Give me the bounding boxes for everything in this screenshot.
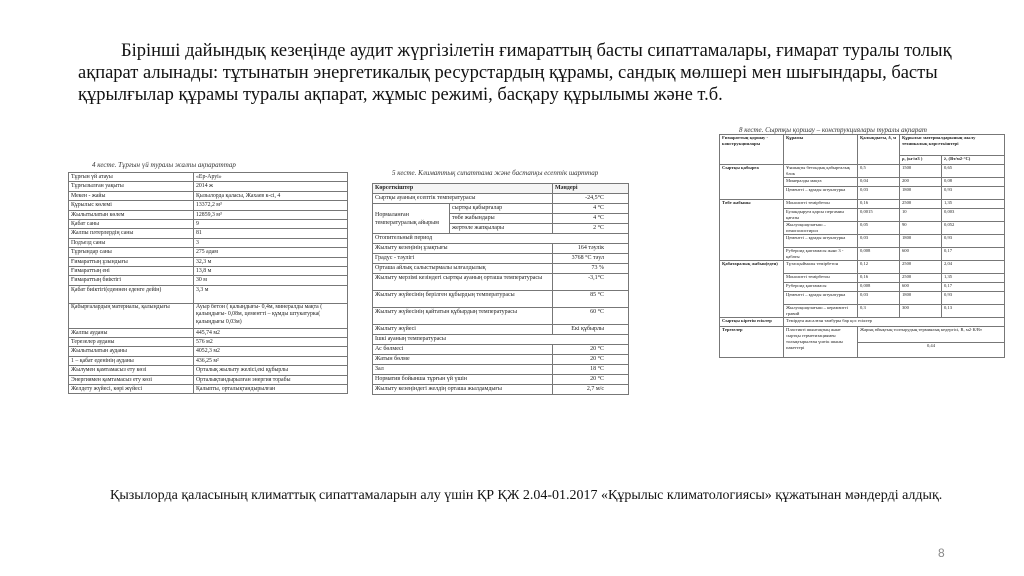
table-cell: Орталық жылыту желісі,екі құбырлы <box>194 366 348 375</box>
table-cell: 2,04 <box>942 261 1005 274</box>
table-cell: -3,1°C <box>553 274 629 291</box>
table-cell: Ас бөлмесі <box>373 345 553 355</box>
table-cell: 445,74 м2 <box>194 328 348 337</box>
table-cell: 2500 <box>900 200 942 209</box>
table-cell: Жылытылатын ауданы <box>69 347 194 356</box>
table-row <box>373 291 629 308</box>
table-cell: Рубероид қаптамасы жәнє 3 - қабаты <box>784 248 858 261</box>
table-row <box>720 327 1005 343</box>
table-cell: 275 адам <box>194 248 348 257</box>
table-row <box>69 173 348 182</box>
table-cell: Подъезд саны <box>69 238 194 247</box>
table-row <box>373 375 629 385</box>
table-cell: 0,16 <box>858 200 900 209</box>
table-cell: 4 °C <box>553 204 628 214</box>
table-cell: 0,93 <box>942 235 1005 248</box>
table-cell: 2500 <box>900 261 942 274</box>
intro-paragraph: Бірінші дайындық кезеңінде аудит жүргізілетін ғимараттың басты сипаттамалары, ғимарат туралы толық ақпарат алынады: тұтынатын энергетикалық ресурстардың құрамы, сандық мөлшері мен шығындары, басты құрылғылар құрамы туралы ақпарат, жұмыс режимі, басқару құрылымы және т.б. <box>78 41 952 105</box>
table-cell: Цементті – құмды штукатурка <box>784 187 858 200</box>
table-cell: 0,65 <box>942 165 1005 178</box>
header-cell: Қалыңдығы, δ, м <box>858 135 900 165</box>
table-row <box>69 366 348 375</box>
building-info-table <box>68 172 348 394</box>
envelope-table <box>719 134 1005 358</box>
table-cell: Жылыту мерзімі кезіндегі сыртқы ауаның орташа температурасы <box>373 274 553 291</box>
table-cell: Ғимараттың биіктігі <box>69 276 194 285</box>
table-cell: сыртқы қабырғалар <box>450 204 553 214</box>
table-cell: Орташа айлық салыстырмалы ылғалдылық <box>373 264 553 274</box>
group-name: Төбе жабыны <box>720 200 784 261</box>
table-cell: 2500 <box>900 274 942 283</box>
table-cell: 600 <box>900 283 942 292</box>
table-row <box>373 365 629 375</box>
normative-subtable <box>373 204 552 233</box>
table-cell: Жылыту жүйесінің қайтатын құбырдың температурасы <box>373 308 553 325</box>
table-cell: Жылыту жүйесі <box>373 325 553 335</box>
table-cell: Жылуоқшаулағыш – пенополистирол <box>784 222 858 235</box>
table-row <box>69 248 348 257</box>
table-cell: 0,5 <box>858 165 900 178</box>
table-cell: 0,13 <box>942 305 1005 318</box>
table-cell: Сыртқы ауаның есептік температурасы <box>373 194 553 204</box>
table-row <box>69 356 348 365</box>
table-cell: Темірден жасалған тамбуры бар қос есіктер <box>784 318 1005 327</box>
table-cell: 20 °C <box>553 375 629 385</box>
closing-paragraph: Қызылорда қаласының климаттық сипаттамаларын алу үшін ҚР ҚЖ 2.04-01.2017 «Құрылыс климатологиясы» құжатынан мәндерді алдық. <box>110 488 943 503</box>
table-cell: 13372,2 м³ <box>194 201 348 210</box>
table-cell: 0,17 <box>942 248 1005 261</box>
table-cell: 3 <box>194 238 348 247</box>
table-cell: Тұрғын үй атауы <box>69 173 194 182</box>
table-cell: Пластикті шынтақтың және сыртқы герметизациямен толықтырылған үштік шыны пакеттері <box>784 327 858 358</box>
header-cell: λ, (Вт/м2·°С) <box>942 156 1005 165</box>
table-cell: Екі құбырлы <box>553 325 629 335</box>
header-cell: Көрсеткіштер <box>373 184 553 194</box>
table-cell: 81 <box>194 229 348 238</box>
table-cell: 300 <box>900 305 942 318</box>
table-cell: Монолитті темірбетон <box>784 274 858 283</box>
table-cell: Буландыруға қарсы пергамин қағазы <box>784 209 858 222</box>
table-row <box>373 264 629 274</box>
header-cell: Құрылыс материалдарының жылу техникалық көрсеткіштері <box>900 135 1005 156</box>
table-cell: 3768 °C тәул <box>553 254 629 264</box>
table-cell: 4 °C <box>553 214 628 224</box>
table-cell: Қабат биіктігі(еденнен еденге дейін) <box>69 285 194 303</box>
table8-caption: 8 кесте. Сыртқы қоршау – конструкциялары туралы ақпарат <box>739 126 927 134</box>
table-row <box>69 338 348 347</box>
table-cell: Қабат саны <box>69 219 194 228</box>
section-heading: Ішкі ауаның температурасы <box>373 335 629 345</box>
table-row <box>373 308 629 325</box>
header-cell: ρ, (кг/м3 ) <box>900 156 942 165</box>
climate-table <box>372 183 629 395</box>
table-cell: 1 – қабат еденінің ауданы <box>69 356 194 365</box>
table-cell: 10 <box>900 209 942 222</box>
table-row <box>69 303 348 328</box>
table-cell: Тұрғызылған уақыты <box>69 182 194 191</box>
table-cell: 1800 <box>900 187 942 200</box>
table-cell: Ұяшықты бетондық қабырғалық блок <box>784 165 858 178</box>
table-header-row <box>720 135 1005 156</box>
table-cell: Жылуоқшаулағыш – керамзитті гравий <box>784 305 858 318</box>
table-cell: Градус - тәулігі <box>373 254 553 264</box>
table-row <box>69 328 348 337</box>
table-row <box>373 244 629 254</box>
table-cell: 2 °C <box>593 225 604 231</box>
table-cell: 436,25 м² <box>194 356 348 365</box>
table-cell: 13,8 м <box>194 266 348 275</box>
group-name: Терезелер <box>720 327 784 358</box>
table-cell: Норматив бойынша тұрғын үй үшін <box>373 375 553 385</box>
table-cell: 164 тәулік <box>553 244 629 254</box>
table-cell: 30 м <box>194 276 348 285</box>
table-cell: 18 °C <box>553 365 629 375</box>
table-cell: 1800 <box>900 292 942 305</box>
table-cell: 200 <box>900 178 942 187</box>
table-row <box>69 266 348 275</box>
table-cell: 0,0015 <box>858 209 900 222</box>
table-row <box>69 201 348 210</box>
table-row <box>373 194 629 204</box>
table-cell: жертөле жапқылары <box>452 225 505 231</box>
table-cell: Қызылорда қаласы, Жахаев к-сі, 4 <box>194 191 348 200</box>
table-cell: Жылыту кезеңінің ұзақтығы <box>373 244 553 254</box>
table-cell: 1,35 <box>942 274 1005 283</box>
table-row <box>69 347 348 356</box>
table-cell: 0,3 <box>858 305 900 318</box>
table-cell: 2,7 м/с <box>553 385 629 395</box>
table-cell: Тұтасқыймалы темірбетон <box>784 261 858 274</box>
normative-label: Нормаланған температуралық айырым <box>373 204 450 233</box>
slide-number: 8 <box>938 546 945 560</box>
table-cell: 600 <box>900 248 942 261</box>
table-cell: төбе жабындары <box>450 214 553 224</box>
table-cell: Тұрғындар саны <box>69 248 194 257</box>
table-row <box>373 274 629 291</box>
table-cell: «Ер-Аруі» <box>194 173 348 182</box>
table-cell: 0,44 <box>858 342 1005 358</box>
table-cell: Цементті – құмды штукатурка <box>784 235 858 248</box>
table-cell: Құрылыс көлемі <box>69 201 194 210</box>
table-cell: 0,04 <box>858 178 900 187</box>
table-cell: Ауыр бетон ( қалыңдығы- 0,4м, минералды мақта ( қалыңдығы- 0,08м, цементті – құмды штукатурка( қалыңдығы 0,03м) <box>194 303 348 328</box>
table-row <box>720 200 1005 209</box>
table5-caption: 5 кесте. Климаттық сипаттама және бастапқы есептік шарттар <box>392 169 599 177</box>
table-row <box>69 257 348 266</box>
table-cell: 0,17 <box>942 283 1005 292</box>
table-cell: 1,35 <box>942 200 1005 209</box>
table-cell: Орталықтандырылған энергия торабы <box>194 375 348 384</box>
table-cell: Жалпы ауданы <box>69 328 194 337</box>
table-cell: Жылытылатын көлем <box>69 210 194 219</box>
table-cell: -24,5°C <box>553 194 629 204</box>
table-cell: 90 <box>900 222 942 235</box>
header-cell: Құрамы <box>784 135 858 165</box>
table-cell: 4052,3 м2 <box>194 347 348 356</box>
table-row <box>69 285 348 303</box>
table-cell: Жылумен қамтамасыз ету көзі <box>69 366 194 375</box>
table-cell: Қабырғалардың материалы, қалыңдығы <box>69 303 194 328</box>
table-cell: Қалыпты, орталықтандырылған <box>194 385 348 394</box>
table-cell: Мекен - жайы <box>69 191 194 200</box>
table-cell: Терезелер ауданы <box>69 338 194 347</box>
table-cell: 576 м2 <box>194 338 348 347</box>
table4-caption: 4 кесте. Тұрғын үй туралы жалпы ақпараттар <box>92 161 236 169</box>
table-row <box>373 325 629 335</box>
table-row <box>720 165 1005 178</box>
table-cell: 85 °C <box>553 291 629 308</box>
table-cell: 0,16 <box>858 274 900 283</box>
table-cell: Энергиямен қамтамасыз ету көзі <box>69 375 194 384</box>
table-cell: Ғимараттың ұзындығы <box>69 257 194 266</box>
table-cell: 73 % <box>553 264 629 274</box>
table-row <box>69 375 348 384</box>
table-cell: 0,03 <box>858 187 900 200</box>
table-cell: 20 °C <box>553 345 629 355</box>
table-cell: 60 °C <box>553 308 629 325</box>
table-row <box>373 254 629 264</box>
table-row <box>69 385 348 394</box>
table-cell: Жарық өйықтың толтырудың термиялық кедергісі, R, м2·К/Вт <box>858 327 1005 343</box>
section-heading: Отопительный период <box>373 234 629 244</box>
table-row <box>69 229 348 238</box>
table-cell: Желдету жүйесі, көрі жүйесі <box>69 385 194 394</box>
table-cell: Зал <box>373 365 553 375</box>
table-cell: 9 <box>194 219 348 228</box>
table-cell: 0,008 <box>858 283 900 292</box>
table-row <box>373 385 629 395</box>
table-cell: Рубероид қаптамасы <box>784 283 858 292</box>
table-row <box>69 182 348 191</box>
table-row <box>373 204 629 234</box>
table-cell: 0,03 <box>858 235 900 248</box>
table-cell: 20 °C <box>553 355 629 365</box>
table-row <box>69 238 348 247</box>
section-row <box>373 234 629 244</box>
table-cell: Ғимараттың ені <box>69 266 194 275</box>
table-cell: 1800 <box>900 235 942 248</box>
header-cell: Мәндері <box>553 184 629 194</box>
header-cell: Ғимараттың қоршау - конструкциялары <box>720 135 784 165</box>
table-cell: 0,93 <box>942 187 1005 200</box>
table-header-row <box>373 184 629 194</box>
table-cell: 12859,3 м³ <box>194 210 348 219</box>
table-cell: 0,003 <box>942 209 1005 222</box>
table-cell: 0,12 <box>858 261 900 274</box>
table-row <box>69 191 348 200</box>
table-row <box>69 276 348 285</box>
table-cell: 0,052 <box>942 222 1005 235</box>
table-cell: Жалпы пәтерлердің саны <box>69 229 194 238</box>
table-cell: 0,008 <box>858 248 900 261</box>
table-cell: 0,93 <box>942 292 1005 305</box>
section-row <box>373 335 629 345</box>
table-cell: 32,3 м <box>194 257 348 266</box>
table-cell: 2014 ж <box>194 182 348 191</box>
group-name: Сыртқы кіретін есіктер <box>720 318 784 327</box>
table-cell: Минералды мақта <box>784 178 858 187</box>
table-cell: Жатын бөлме <box>373 355 553 365</box>
table-cell: 0,03 <box>858 292 900 305</box>
table-cell: 3,3 м <box>194 285 348 303</box>
table-cell: Жылыту жүйесінің берілген құбырдың температурасы <box>373 291 553 308</box>
group-name: Сыртқы қабырға <box>720 165 784 200</box>
table-row <box>720 318 1005 327</box>
table-row <box>720 261 1005 274</box>
table-row <box>69 210 348 219</box>
table-row <box>373 345 629 355</box>
table-cell: 0,05 <box>858 222 900 235</box>
group-name: Қабатаралық жабын(еден) <box>720 261 784 318</box>
table-cell: Монолитті темірбетон <box>784 200 858 209</box>
table-row <box>69 219 348 228</box>
table-row <box>373 355 629 365</box>
table-cell: Жылыту кезеңіндегі желдің орташа жылдамдығы <box>373 385 553 395</box>
table-cell: Цементті – құмды штукатурка <box>784 292 858 305</box>
table-cell: 0,08 <box>942 178 1005 187</box>
table-cell: 1500 <box>900 165 942 178</box>
